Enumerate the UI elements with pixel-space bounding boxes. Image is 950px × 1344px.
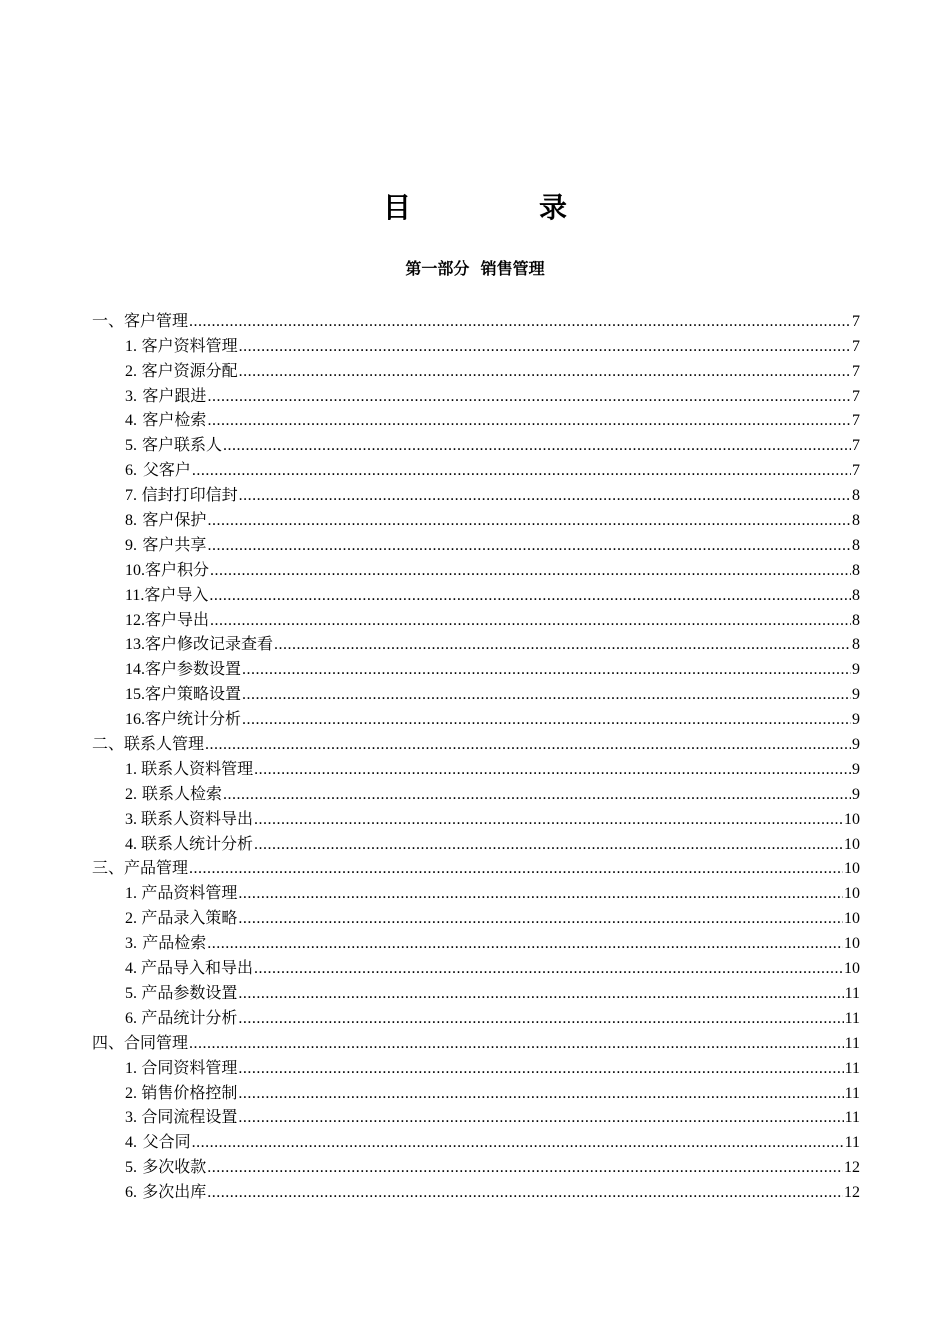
dot-leader bbox=[254, 959, 843, 979]
toc-page-number: 7 bbox=[852, 337, 860, 355]
page-title: 目 录 bbox=[382, 191, 617, 224]
toc-page-number: 11 bbox=[844, 1034, 860, 1052]
toc-entry-label: 产品导入和导出 bbox=[140, 960, 253, 978]
dot-leader bbox=[238, 884, 843, 904]
toc-entry-label: 客户策略设置 bbox=[145, 686, 242, 704]
toc-section-entry[interactable] bbox=[92, 1029, 860, 1054]
toc-page-number: 9 bbox=[852, 736, 860, 754]
dot-leader bbox=[242, 660, 851, 680]
toc-entry-label: 联系人管理 bbox=[124, 736, 205, 754]
toc-entry[interactable] bbox=[92, 1128, 860, 1153]
toc-entry-number: 4. bbox=[125, 412, 137, 430]
dot-leader bbox=[238, 984, 843, 1004]
toc-entry[interactable] bbox=[92, 830, 860, 855]
toc-entry-label: 客户资料管理 bbox=[141, 337, 238, 355]
toc-entry-label: 客户统计分析 bbox=[145, 711, 242, 729]
toc-entry-number: 7. bbox=[125, 487, 137, 505]
toc-entry-label: 客户跟进 bbox=[142, 387, 207, 405]
toc-entry-number: 5. bbox=[125, 984, 137, 1002]
toc-entry-label: 客户导出 bbox=[145, 611, 210, 629]
toc-entry-number: 12. bbox=[125, 611, 145, 629]
toc-entry-label: 父合同 bbox=[142, 1134, 191, 1152]
toc-page-number: 11 bbox=[844, 1059, 860, 1077]
dot-leader bbox=[209, 586, 851, 606]
toc-entry-label: 客户修改记录查看 bbox=[145, 636, 274, 654]
toc-page-number: 7 bbox=[852, 462, 860, 480]
toc-entry-number: 13. bbox=[125, 636, 145, 654]
toc-entry[interactable] bbox=[92, 332, 860, 357]
toc-entry-number: 4. bbox=[125, 835, 137, 853]
dot-leader bbox=[223, 785, 851, 805]
dot-leader bbox=[254, 810, 843, 830]
dot-leader bbox=[238, 1009, 843, 1029]
toc-section-entry[interactable] bbox=[92, 730, 860, 755]
dot-leader bbox=[238, 1108, 843, 1128]
toc-entry[interactable] bbox=[92, 481, 860, 506]
dot-leader bbox=[274, 635, 851, 655]
dot-leader bbox=[254, 760, 851, 780]
dot-leader bbox=[223, 436, 851, 456]
toc-page-number: 11 bbox=[844, 1134, 860, 1152]
toc-page-number: 7 bbox=[852, 387, 860, 405]
toc-entry-label: 客户检索 bbox=[142, 412, 207, 430]
dot-leader bbox=[238, 909, 843, 929]
toc-entry-label: 产品统计分析 bbox=[141, 1009, 238, 1027]
toc-page-number: 8 bbox=[852, 487, 860, 505]
toc-page-number: 7 bbox=[852, 412, 860, 430]
toc-entry-label: 客户保护 bbox=[142, 512, 207, 530]
toc-entry-label: 联系人统计分析 bbox=[140, 835, 253, 853]
toc-entry[interactable] bbox=[92, 879, 860, 904]
toc-entry-label: 父客户 bbox=[142, 462, 191, 480]
toc-entry-label: 信封打印信封 bbox=[141, 487, 238, 505]
toc-page-number: 8 bbox=[852, 512, 860, 530]
toc-entry-label: 客户共享 bbox=[142, 536, 207, 554]
toc-entry[interactable] bbox=[92, 1054, 860, 1079]
toc-entry-number: 3. bbox=[125, 935, 137, 953]
toc-entry[interactable] bbox=[92, 531, 860, 556]
dot-leader bbox=[238, 1084, 843, 1104]
toc-entry-number: 6. bbox=[125, 1184, 137, 1202]
toc-page-number: 9 bbox=[852, 760, 860, 778]
toc-entry-number: 9. bbox=[125, 536, 137, 554]
dot-leader bbox=[207, 934, 843, 954]
toc-page-number: 10 bbox=[844, 935, 860, 953]
toc-entry-number: 8. bbox=[125, 512, 137, 530]
toc-entry-number: 15. bbox=[125, 686, 145, 704]
table-of-contents bbox=[92, 307, 860, 1203]
toc-page-number: 11 bbox=[844, 1009, 860, 1027]
toc-entry[interactable] bbox=[92, 755, 860, 780]
toc-entry[interactable] bbox=[92, 680, 860, 705]
toc-entry-number: 10. bbox=[125, 561, 145, 579]
toc-entry-number: 1. bbox=[125, 1059, 137, 1077]
toc-entry-number: 14. bbox=[125, 661, 145, 679]
toc-entry[interactable] bbox=[92, 431, 860, 456]
toc-entry[interactable] bbox=[92, 631, 860, 656]
toc-entry-number: 11. bbox=[125, 586, 145, 604]
dot-leader bbox=[238, 1059, 843, 1079]
dot-leader bbox=[207, 511, 851, 531]
toc-entry-number: 三、 bbox=[92, 860, 125, 878]
toc-entry-label: 销售价格控制 bbox=[141, 1084, 238, 1102]
toc-page-number: 7 bbox=[852, 437, 860, 455]
toc-entry-label: 客户联系人 bbox=[142, 437, 223, 455]
toc-page-number: 10 bbox=[844, 885, 860, 903]
toc-entry-number: 1. bbox=[125, 885, 137, 903]
dot-leader bbox=[207, 1158, 843, 1178]
toc-page-number: 10 bbox=[844, 835, 860, 853]
dot-leader bbox=[207, 536, 851, 556]
toc-entry[interactable] bbox=[92, 382, 860, 407]
toc-entry-label: 合同资料管理 bbox=[141, 1059, 238, 1077]
dot-leader bbox=[192, 1133, 844, 1153]
toc-entry-number: 6. bbox=[125, 1009, 137, 1027]
toc-entry[interactable] bbox=[92, 1004, 860, 1029]
toc-entry-label: 联系人检索 bbox=[142, 785, 223, 803]
toc-page-number: 7 bbox=[852, 362, 860, 380]
toc-entry[interactable] bbox=[92, 456, 860, 481]
toc-entry-label: 客户导入 bbox=[144, 586, 209, 604]
toc-page-number: 10 bbox=[844, 910, 860, 928]
toc-entry-label: 合同管理 bbox=[124, 1034, 189, 1052]
toc-entry-label: 多次出库 bbox=[142, 1184, 207, 1202]
toc-entry-label: 多次收款 bbox=[142, 1159, 207, 1177]
toc-page-number: 10 bbox=[844, 860, 860, 878]
toc-entry-number: 一、 bbox=[92, 312, 125, 330]
dot-leader bbox=[242, 710, 851, 730]
dot-leader bbox=[242, 685, 851, 705]
toc-page-number: 8 bbox=[852, 536, 860, 554]
toc-entry-label: 客户资源分配 bbox=[141, 362, 238, 380]
toc-entry[interactable] bbox=[92, 655, 860, 680]
toc-entry-number: 3. bbox=[125, 1109, 137, 1127]
dot-leader bbox=[207, 387, 851, 407]
toc-page-number: 10 bbox=[844, 960, 860, 978]
toc-page-number: 7 bbox=[852, 312, 860, 330]
toc-entry-label: 客户管理 bbox=[124, 312, 189, 330]
toc-entry-number: 4. bbox=[125, 960, 137, 978]
toc-entry-number: 2. bbox=[125, 910, 137, 928]
toc-entry[interactable] bbox=[92, 407, 860, 432]
toc-entry[interactable] bbox=[92, 606, 860, 631]
dot-leader bbox=[210, 611, 851, 631]
dot-leader bbox=[205, 735, 851, 755]
toc-entry[interactable] bbox=[92, 805, 860, 830]
toc-page-number: 12 bbox=[844, 1159, 860, 1177]
toc-entry[interactable] bbox=[92, 506, 860, 531]
toc-entry[interactable] bbox=[92, 954, 860, 979]
toc-page-number: 10 bbox=[844, 810, 860, 828]
toc-entry[interactable] bbox=[92, 929, 860, 954]
toc-entry-label: 产品检索 bbox=[142, 935, 207, 953]
dot-leader bbox=[239, 337, 851, 357]
toc-page-number: 11 bbox=[844, 984, 860, 1002]
dot-leader bbox=[210, 561, 851, 581]
toc-entry-number: 二、 bbox=[92, 736, 125, 754]
toc-entry-label: 产品资料管理 bbox=[141, 885, 238, 903]
toc-page-number: 11 bbox=[844, 1109, 860, 1127]
toc-entry[interactable] bbox=[92, 581, 860, 606]
toc-entry-number: 2. bbox=[125, 362, 137, 380]
toc-page-number: 11 bbox=[844, 1084, 860, 1102]
toc-page-number: 12 bbox=[844, 1184, 860, 1202]
toc-entry-number: 1. bbox=[125, 760, 137, 778]
toc-entry[interactable] bbox=[92, 979, 860, 1004]
toc-entry-number: 3. bbox=[125, 387, 137, 405]
dot-leader bbox=[207, 1183, 843, 1203]
toc-section-entry[interactable] bbox=[92, 855, 860, 880]
toc-entry[interactable] bbox=[92, 780, 860, 805]
toc-section-entry[interactable] bbox=[92, 307, 860, 332]
toc-page-number: 9 bbox=[852, 686, 860, 704]
toc-page-number: 8 bbox=[852, 611, 860, 629]
toc-entry-number: 16. bbox=[125, 711, 145, 729]
toc-entry-number: 3. bbox=[125, 810, 137, 828]
toc-page-number: 8 bbox=[852, 586, 860, 604]
toc-entry-label: 产品录入策略 bbox=[141, 910, 238, 928]
dot-leader bbox=[207, 411, 851, 431]
toc-entry-label: 产品参数设置 bbox=[141, 984, 238, 1002]
toc-entry[interactable] bbox=[92, 1079, 860, 1104]
toc-entry-label: 客户参数设置 bbox=[145, 661, 242, 679]
toc-entry[interactable] bbox=[92, 904, 860, 929]
toc-entry-label: 客户积分 bbox=[145, 561, 210, 579]
toc-entry-label: 产品管理 bbox=[124, 860, 189, 878]
toc-entry[interactable] bbox=[92, 705, 860, 730]
toc-entry-number: 4. bbox=[125, 1134, 137, 1152]
toc-entry[interactable] bbox=[92, 1178, 860, 1203]
toc-page-number: 8 bbox=[852, 561, 860, 579]
toc-entry[interactable] bbox=[92, 1153, 860, 1178]
toc-entry[interactable] bbox=[92, 357, 860, 382]
toc-entry-number: 2. bbox=[125, 1084, 137, 1102]
dot-leader bbox=[189, 859, 843, 879]
dot-leader bbox=[254, 835, 843, 855]
toc-entry-label: 合同流程设置 bbox=[141, 1109, 238, 1127]
dot-leader bbox=[189, 1034, 844, 1054]
dot-leader bbox=[239, 362, 851, 382]
toc-entry-number: 6. bbox=[125, 462, 137, 480]
toc-page-number: 9 bbox=[852, 785, 860, 803]
dot-leader bbox=[239, 486, 851, 506]
toc-entry[interactable] bbox=[92, 1104, 860, 1129]
toc-entry-number: 2. bbox=[125, 785, 137, 803]
toc-entry-number: 5. bbox=[125, 1159, 137, 1177]
toc-entry-number: 四、 bbox=[92, 1034, 125, 1052]
toc-page-number: 9 bbox=[852, 661, 860, 679]
toc-entry[interactable] bbox=[92, 556, 860, 581]
toc-entry-number: 5. bbox=[125, 437, 137, 455]
section-subtitle: 第一部分 销售管理 bbox=[405, 259, 545, 278]
toc-entry-label: 联系人资料导出 bbox=[140, 810, 253, 828]
toc-entry-label: 联系人资料管理 bbox=[141, 760, 254, 778]
toc-page-number: 9 bbox=[852, 711, 860, 729]
toc-page-number: 8 bbox=[852, 636, 860, 654]
dot-leader bbox=[189, 312, 851, 332]
toc-entry-number: 1. bbox=[125, 337, 137, 355]
dot-leader bbox=[192, 461, 851, 481]
